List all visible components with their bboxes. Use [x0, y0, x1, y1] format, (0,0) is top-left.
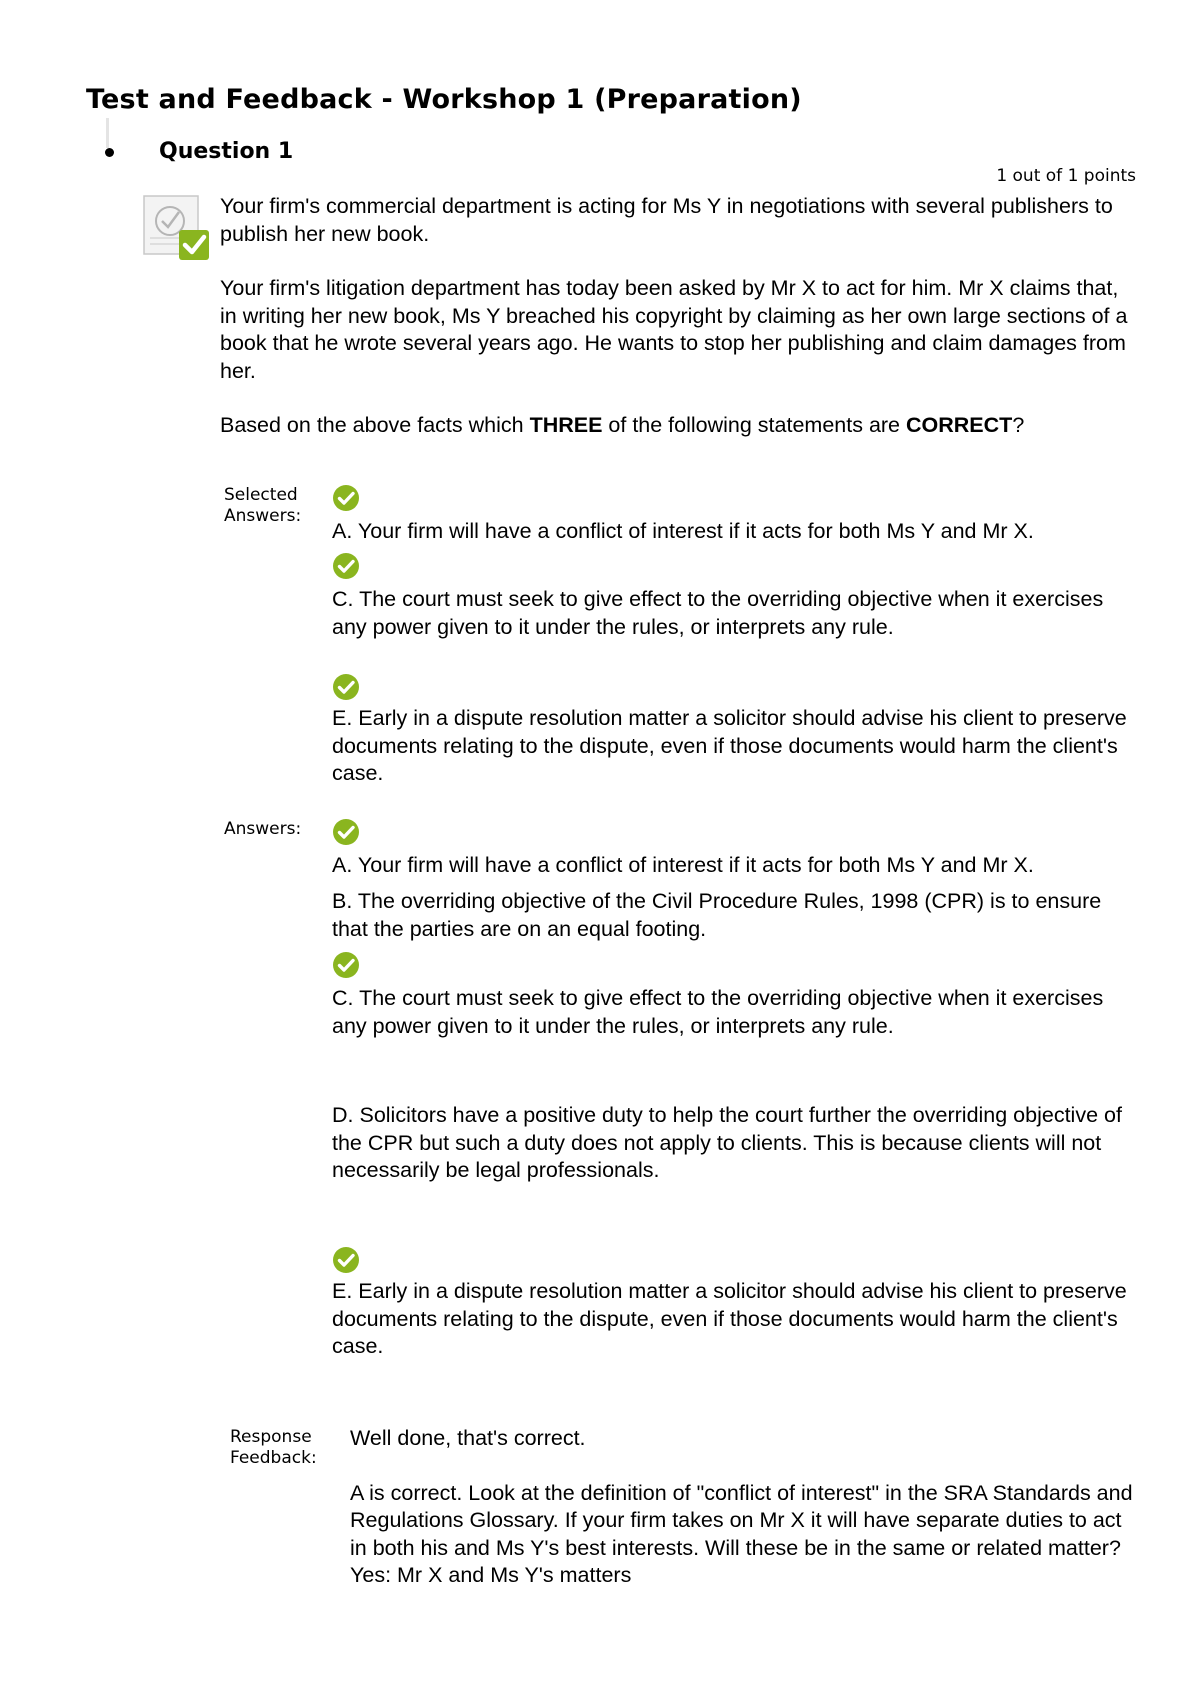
question-prompt: Based on the above facts which THREE of the following statements are CORRECT?: [220, 413, 1025, 437]
feedback-text: [350, 1425, 1140, 1590]
divider: [106, 118, 109, 148]
correct-check-icon: [332, 951, 360, 979]
question-paragraph: Your firm's litigation department has today been asked by Mr X to act for him. Mr X claims that, in writing her new book, Ms Y breached his copyright by claiming as her own large sections of a book that he wrote several years ago. He wants to stop her publishing and claim damages from her.: [220, 276, 1128, 383]
response-feedback-label: Response Feedback:: [230, 1427, 317, 1468]
answer-item: B. The overriding objective of the Civil Procedure Rules, 1998 (CPR) is to ensure that the parties are on an equal footing.: [332, 889, 1102, 941]
answer-item: D. Solicitors have a positive duty to help the court further the overriding objective of the CPR but such a duty does not apply to clients. This is because clients will not necessarily be legal professionals.: [332, 1103, 1122, 1182]
selected-answer-item: E. Early in a dispute resolution matter a solicitor should advise his client to preserve documents relating to the dispute, even if those documents would harm the client's case.: [332, 706, 1127, 785]
answer-item: A. Your firm will have a conflict of interest if it acts for both Ms Y and Mr X.: [332, 853, 1034, 877]
feedback-line: Well done, that's correct.: [350, 1426, 586, 1450]
selected-answer-item: C. The court must seek to give effect to the overriding objective when it exercises any power given to it under the rules, or interprets any rule.: [332, 587, 1104, 639]
graded-correct-icon: [142, 194, 212, 262]
question-paragraph: Your firm's commercial department is acting for Ms Y in negotiations with several publishers to publish her new book.: [220, 194, 1113, 246]
correct-check-icon: [332, 1246, 360, 1274]
correct-check-icon: [332, 673, 360, 701]
answer-item: E. Early in a dispute resolution matter a solicitor should advise his client to preserve documents relating to the dispute, even if those documents would harm the client's case.: [332, 1279, 1127, 1358]
selected-answer-item: A. Your firm will have a conflict of interest if it acts for both Ms Y and Mr X.: [332, 519, 1034, 543]
question-title: Question 1: [159, 139, 294, 164]
correct-check-icon: [332, 552, 360, 580]
question-text: [220, 193, 1140, 467]
correct-check-icon: [332, 818, 360, 846]
bullet-icon: [105, 148, 114, 157]
feedback-paragraph: A is correct. Look at the definition of "conflict of interest" in the SRA Standards and Regulations Glossary. If your firm takes on Mr X it will have separate duties to act in both his and Ms Y's best interests. Will these be in the same or related matter? Yes: Mr X and Ms Y's matters: [350, 1480, 1133, 1587]
answers-label: Answers:: [224, 819, 302, 839]
question-points: 1 out of 1 points: [996, 166, 1136, 186]
answer-item: C. The court must seek to give effect to the overriding objective when it exercises any power given to it under the rules, or interprets any rule.: [332, 986, 1104, 1038]
selected-answers-label: Selected Answers:: [224, 485, 302, 526]
correct-check-icon: [332, 484, 360, 512]
page-title: Test and Feedback - Workshop 1 (Preparation): [86, 84, 802, 115]
